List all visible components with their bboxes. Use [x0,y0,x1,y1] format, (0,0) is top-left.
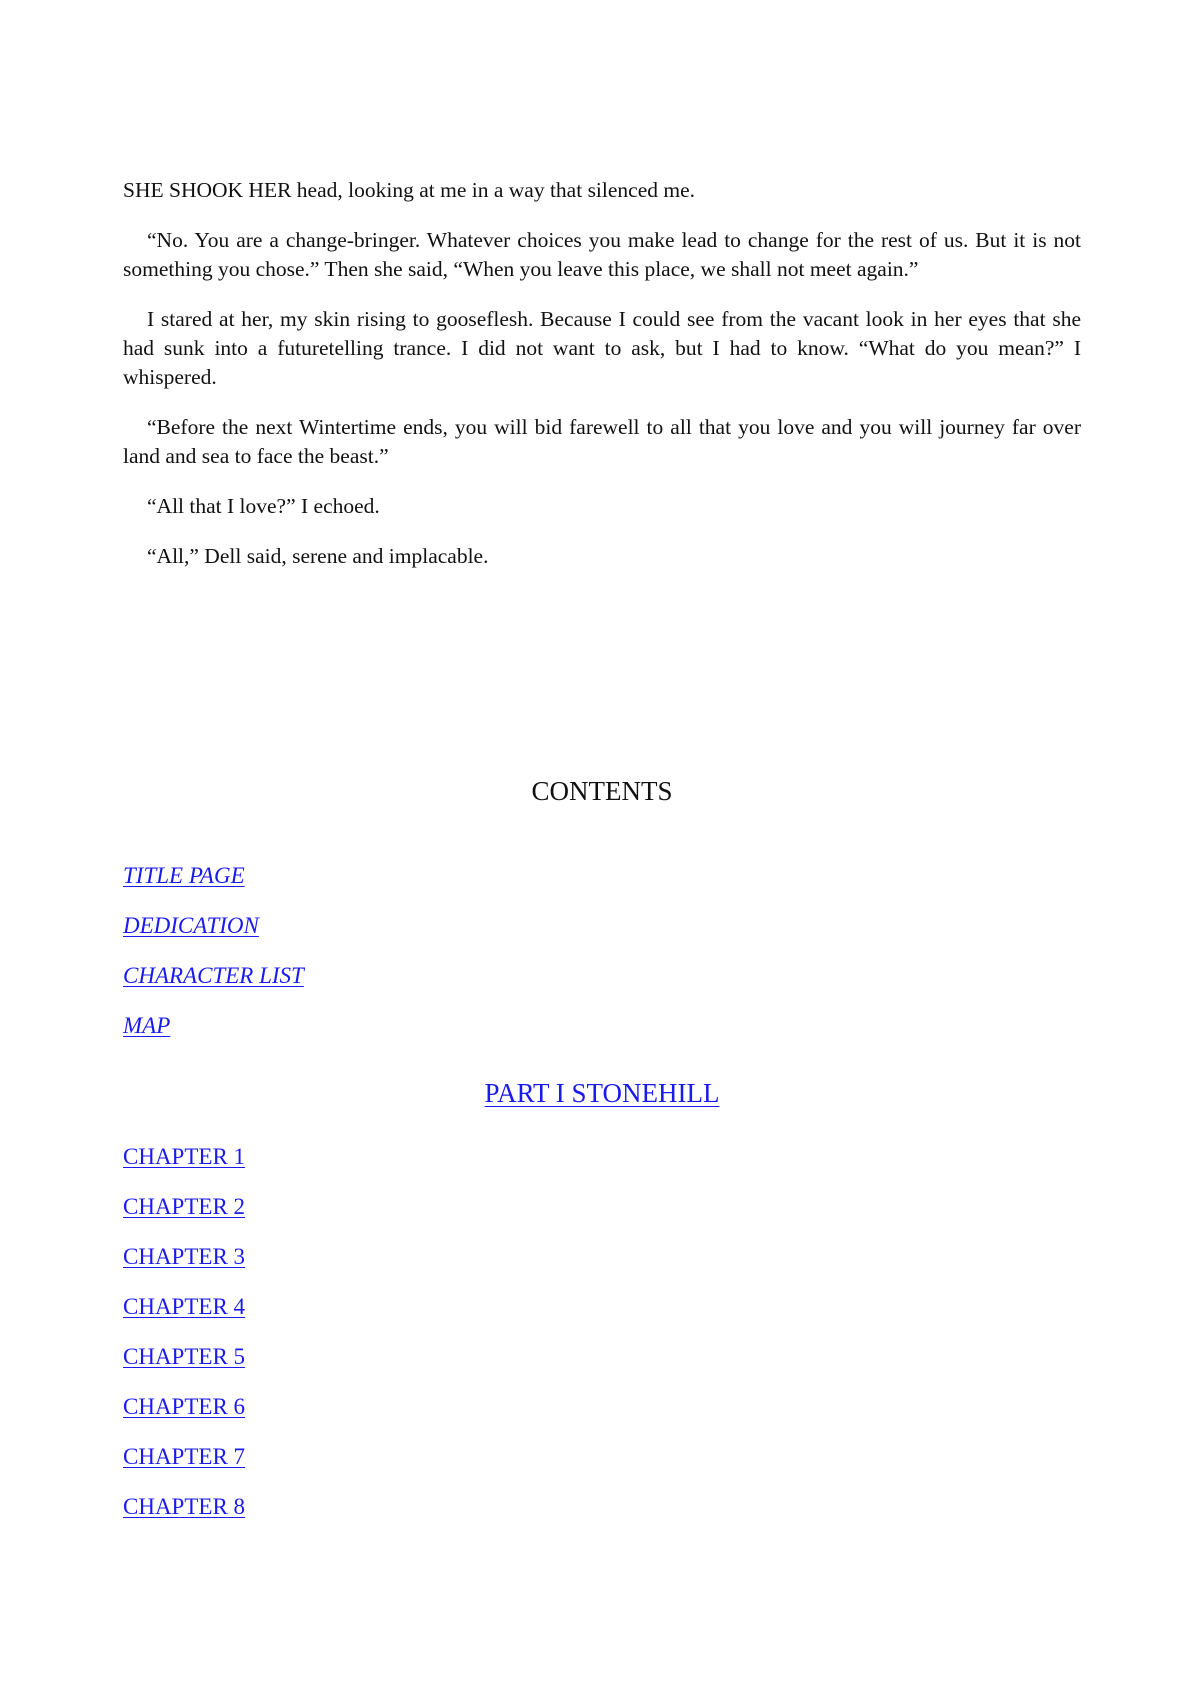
part-heading [123,1076,1081,1110]
toc-link-chapter-4[interactable]: CHAPTER 4 [123,1294,246,1319]
toc-item-chapter-2 [123,1192,245,1222]
toc-item-chapter-3 [123,1242,245,1272]
paragraph: “Before the next Wintertime ends, you will bid farewell to all that you love and you will journey far over land and sea to face the beast.” [123,415,1081,468]
toc-link-character-list[interactable]: CHARACTER LIST [123,963,304,988]
toc-link-chapter-2[interactable]: CHAPTER 2 [123,1194,246,1219]
toc-link-part-1[interactable]: PART I STONEHILL [484,1078,720,1108]
toc-link-chapter-8[interactable]: CHAPTER 8 [123,1494,246,1519]
toc-link-title-page[interactable]: TITLE PAGE [123,863,245,888]
paragraph: “No. You are a change-bringer. Whatever choices you make lead to change for the rest of us. But it is not something you chose.” Then she said, “When you leave this place, we shall not meet again.” [123,228,1081,281]
toc-item-chapter-8 [123,1492,245,1522]
toc-item-chapter-1 [123,1142,245,1172]
toc-link-chapter-7[interactable]: CHAPTER 7 [123,1444,246,1469]
toc-link-chapter-6[interactable]: CHAPTER 6 [123,1394,246,1419]
toc-item-chapter-6 [123,1392,245,1422]
paragraph: SHE SHOOK HER head, looking at me in a way that silenced me. [123,178,696,202]
paragraph: I stared at her, my skin rising to gooseflesh. Because I could see from the vacant look in her eyes that she had sunk into a futuretelling trance. I did not want to ask, but I had to know. “What do you mean?” I whispered. [123,307,1081,389]
paragraph: “All,” Dell said, serene and implacable. [147,544,489,568]
contents-title: CONTENTS [531,776,673,806]
toc-item-chapter-5 [123,1342,245,1372]
toc-item-chapter-4 [123,1292,245,1322]
toc-link-chapter-3[interactable]: CHAPTER 3 [123,1244,246,1269]
toc-item-title-page [123,861,245,891]
toc-link-chapter-1[interactable]: CHAPTER 1 [123,1144,246,1169]
toc-link-chapter-5[interactable]: CHAPTER 5 [123,1344,246,1369]
toc-item-chapter-7 [123,1442,245,1472]
toc-item-dedication [123,911,259,941]
toc-item-map [123,1011,170,1041]
toc-item-character-list [123,961,304,991]
toc-link-map[interactable]: MAP [123,1013,171,1038]
prose-section [123,176,1081,571]
paragraph: “All that I love?” I echoed. [147,494,380,518]
toc-link-dedication[interactable]: DEDICATION [123,913,259,938]
